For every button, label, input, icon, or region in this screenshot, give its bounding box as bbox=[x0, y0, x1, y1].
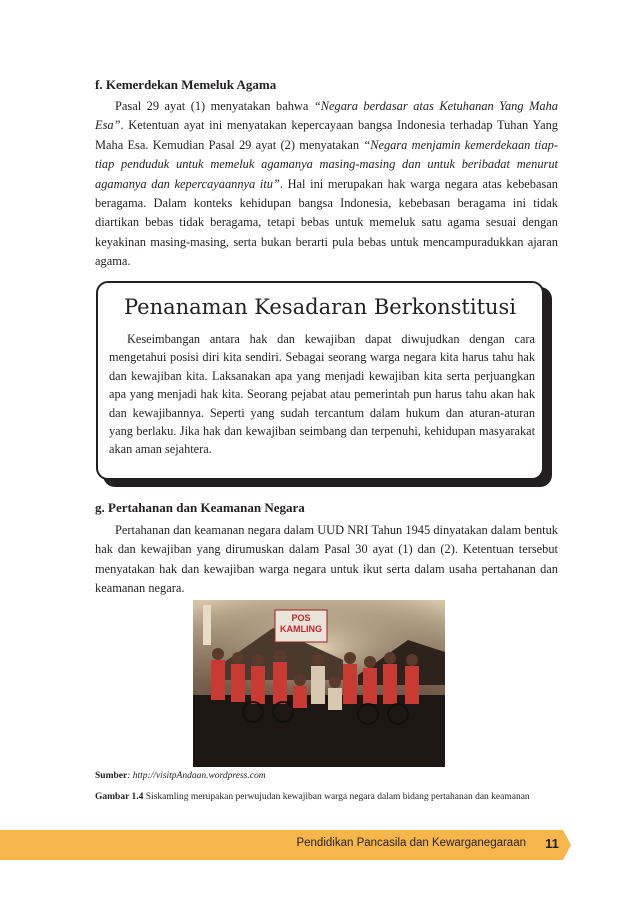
callout-box bbox=[96, 281, 544, 480]
caption-label: Gambar 1.4 bbox=[95, 792, 144, 802]
callout-body bbox=[109, 330, 535, 459]
figure-caption bbox=[95, 789, 558, 806]
quote-pasal-29-1: “Negara berdasar atas Ketuhanan Yang Maha Esa” bbox=[95, 99, 558, 133]
callout-title: Penanaman Kesadaran Berkonstitusi bbox=[123, 295, 517, 319]
source-url: : http://visitpAndaan.wordpress.com bbox=[127, 771, 266, 781]
footer-book-title: Pendidikan Pancasila dan Kewarganegaraan bbox=[296, 837, 526, 849]
source-label: Sumber bbox=[95, 771, 128, 781]
photo-illustration bbox=[193, 600, 445, 767]
page-number: 11 bbox=[545, 836, 559, 851]
siskamling-photo bbox=[193, 600, 445, 767]
sign-line-1: POS bbox=[291, 613, 311, 623]
photo-source bbox=[95, 771, 266, 781]
callout-text: Keseimbangan antara hak dan kewajiban dapat diwujudkan dengan cara mengetahui posisi diri kita sendiri. Sebagai seorang warga negara kita harus tahu hak dan kewajiban kita. Laksanakan apa yang menjadi kewajiban kita serta perjuangkan apa yang menjadi hak kita. Seorang pejabat atau pemerintah pun harus tahu akan hak dan kewajibannya. Seperti yang sudah tercantum dalam hukum dan aturan-aturan yang berlaku. Jika hak dan kewajiban seimbang dan terpenuhi, kehidupan masyarakat akan aman sejahtera. bbox=[109, 332, 535, 457]
sign-line-2: KAMLING bbox=[280, 624, 322, 634]
text-run: Pertahanan dan keamanan negara dalam UUD NRI Tahun 1945 dinyatakan dalam bentuk hak dan kewajiban yang dirumuskan dalam Pasal 30 ayat (1) dan (2). Ketentuan tersebut menyatakan hak dan kewajiban warga negara untuk ikut serta dalam usaha pertahanan dan keamanan negara. bbox=[95, 523, 558, 596]
text-run: Pasal 29 ayat (1) menyatakan bahwa bbox=[115, 99, 314, 113]
text-run: . Hal ini merupakan hak warga negara atas kebebasan beragama. Dalam konteks kehidupan bangsa Indonesia, kebebasan beragama ini tidak diartikan bebas tidak beragama, tetapi bebas untuk memeluk satu agama sesuai dengan keyakinan masing-masing, serta bukan berarti pula bebas untuk mencampuradukkan ajaran agama. bbox=[95, 176, 558, 269]
caption-text: Siskamling merupakan perwujudan kewajiban warga negara dalam bidang pertahanan dan keamanan bbox=[143, 792, 530, 802]
section-f-heading: f. Kemerdekan Memeluk Agama bbox=[95, 77, 277, 92]
section-g-paragraph bbox=[95, 521, 558, 599]
section-g-heading: g. Pertahanan dan Keamanan Negara bbox=[95, 500, 305, 515]
section-f-paragraph bbox=[95, 97, 558, 272]
text-run: . Ketentuan ayat ini menyatakan kepercayaan bangsa Indonesia terhadap Tuhan Yang Maha Esa. Kemudian Pasal 29 ayat (2) menyatakan bbox=[95, 118, 558, 152]
quote-pasal-29-2: “Negara menjamin kemerdekaan tiap-tiap penduduk untuk memeluk agamanya masing-masing dan untuk beribadat menurut agamanya dan kepercayaannya itu” bbox=[95, 137, 558, 191]
